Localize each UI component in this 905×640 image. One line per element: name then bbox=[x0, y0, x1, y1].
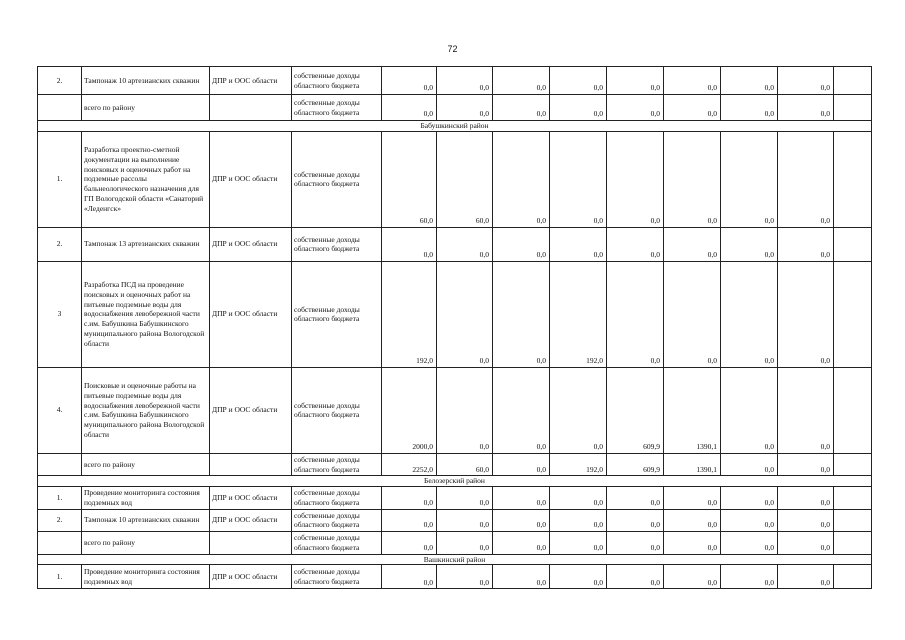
value-cell: 1390,1 bbox=[664, 367, 721, 453]
value-cell: 0,0 bbox=[550, 95, 607, 121]
funding-source-cell: собственные доходы областного бюджета bbox=[292, 131, 382, 227]
value-cell: 0,0 bbox=[437, 487, 493, 510]
value-cell: 0,0 bbox=[778, 453, 834, 476]
funding-source-cell: собственные доходы областного бюджета bbox=[292, 367, 382, 453]
empty-cell bbox=[834, 67, 872, 95]
measure-name-cell: всего по району bbox=[82, 453, 210, 476]
funding-source-cell: собственные доходы областного бюджета bbox=[292, 565, 382, 589]
section-title: Бабушкинский район bbox=[38, 121, 872, 132]
empty-cell bbox=[834, 509, 872, 532]
empty-cell bbox=[834, 131, 872, 227]
value-cell: 0,0 bbox=[493, 509, 550, 532]
value-cell: 0,0 bbox=[607, 565, 664, 589]
funding-source-cell: собственные доходы областного бюджета bbox=[292, 227, 382, 261]
value-cell: 60,0 bbox=[437, 453, 493, 476]
value-cell: 0,0 bbox=[382, 95, 437, 121]
table-row bbox=[38, 367, 872, 453]
section-row bbox=[38, 554, 872, 565]
row-number-cell: 2. bbox=[38, 67, 82, 95]
value-cell: 0,0 bbox=[382, 532, 437, 555]
value-cell: 0,0 bbox=[721, 565, 778, 589]
value-cell: 0,0 bbox=[493, 67, 550, 95]
value-cell: 0,0 bbox=[550, 227, 607, 261]
value-cell: 0,0 bbox=[493, 367, 550, 453]
table-row bbox=[38, 453, 872, 476]
value-cell: 0,0 bbox=[778, 565, 834, 589]
responsible-cell: ДПР и ООС области bbox=[210, 487, 292, 510]
value-cell: 60,0 bbox=[382, 131, 437, 227]
value-cell: 0,0 bbox=[721, 509, 778, 532]
measure-name-cell: всего по району bbox=[82, 532, 210, 555]
value-cell: 609,9 bbox=[607, 367, 664, 453]
row-number-cell: 2. bbox=[38, 509, 82, 532]
value-cell: 0,0 bbox=[437, 532, 493, 555]
value-cell: 0,0 bbox=[721, 487, 778, 510]
empty-cell bbox=[834, 95, 872, 121]
row-number-cell: 4. bbox=[38, 367, 82, 453]
value-cell: 0,0 bbox=[550, 509, 607, 532]
value-cell: 0,0 bbox=[493, 453, 550, 476]
funding-source-cell: собственные доходы областного бюджета bbox=[292, 95, 382, 121]
value-cell: 0,0 bbox=[493, 227, 550, 261]
table-row bbox=[38, 565, 872, 589]
funding-source-cell: собственные доходы областного бюджета bbox=[292, 509, 382, 532]
row-number-cell: 1. bbox=[38, 565, 82, 589]
responsible-cell: ДПР и ООС области bbox=[210, 227, 292, 261]
value-cell: 0,0 bbox=[607, 509, 664, 532]
table-row bbox=[38, 131, 872, 227]
value-cell: 0,0 bbox=[607, 131, 664, 227]
value-cell: 0,0 bbox=[607, 532, 664, 555]
value-cell: 0,0 bbox=[437, 565, 493, 589]
measure-name-cell: Тампонаж 13 артезианских скважин bbox=[82, 227, 210, 261]
value-cell: 0,0 bbox=[550, 532, 607, 555]
responsible-cell bbox=[210, 532, 292, 555]
measure-name-cell: Проведение мониторинга состояния подземных вод bbox=[82, 487, 210, 510]
section-row bbox=[38, 121, 872, 132]
value-cell: 0,0 bbox=[382, 487, 437, 510]
value-cell: 0,0 bbox=[721, 95, 778, 121]
value-cell: 2000,0 bbox=[382, 367, 437, 453]
section-row bbox=[38, 476, 872, 487]
funding-source-cell: собственные доходы областного бюджета bbox=[292, 532, 382, 555]
table-row bbox=[38, 487, 872, 510]
row-number-cell bbox=[38, 532, 82, 555]
value-cell: 0,0 bbox=[664, 487, 721, 510]
value-cell: 0,0 bbox=[382, 227, 437, 261]
value-cell: 0,0 bbox=[664, 67, 721, 95]
measure-name-cell: Поисковые и оценочные работы на питьевые подземные воды для водоснабжения левобережной части с.им. Бабушкина Бабушкинского муниципального района Вологодской области bbox=[82, 367, 210, 453]
value-cell: 0,0 bbox=[437, 67, 493, 95]
value-cell: 0,0 bbox=[550, 131, 607, 227]
value-cell: 0,0 bbox=[550, 487, 607, 510]
value-cell: 0,0 bbox=[607, 95, 664, 121]
value-cell: 0,0 bbox=[493, 565, 550, 589]
row-number-cell: 1. bbox=[38, 487, 82, 510]
section-title: Вашкинский район bbox=[38, 554, 872, 565]
responsible-cell: ДПР и ООС области bbox=[210, 67, 292, 95]
empty-cell bbox=[834, 532, 872, 555]
empty-cell bbox=[834, 261, 872, 367]
value-cell: 0,0 bbox=[437, 227, 493, 261]
measure-name-cell: Тампонаж 10 артезианских скважин bbox=[82, 509, 210, 532]
value-cell: 0,0 bbox=[664, 95, 721, 121]
value-cell: 0,0 bbox=[721, 367, 778, 453]
row-number-cell: 1. bbox=[38, 131, 82, 227]
value-cell: 0,0 bbox=[778, 67, 834, 95]
row-number-cell: 3 bbox=[38, 261, 82, 367]
value-cell: 0,0 bbox=[664, 565, 721, 589]
empty-cell bbox=[834, 453, 872, 476]
table-row bbox=[38, 509, 872, 532]
responsible-cell: ДПР и ООС области bbox=[210, 509, 292, 532]
value-cell: 0,0 bbox=[382, 509, 437, 532]
responsible-cell: ДПР и ООС области bbox=[210, 131, 292, 227]
table-row bbox=[38, 95, 872, 121]
responsible-cell: ДПР и ООС области bbox=[210, 261, 292, 367]
empty-cell bbox=[834, 565, 872, 589]
value-cell: 0,0 bbox=[778, 509, 834, 532]
value-cell: 1390,1 bbox=[664, 453, 721, 476]
value-cell: 0,0 bbox=[382, 67, 437, 95]
value-cell: 0,0 bbox=[382, 565, 437, 589]
row-number-cell bbox=[38, 453, 82, 476]
value-cell: 0,0 bbox=[493, 131, 550, 227]
table-row bbox=[38, 532, 872, 555]
value-cell: 0,0 bbox=[437, 367, 493, 453]
value-cell: 0,0 bbox=[607, 67, 664, 95]
value-cell: 609,9 bbox=[607, 453, 664, 476]
value-cell: 0,0 bbox=[721, 532, 778, 555]
table-row bbox=[38, 227, 872, 261]
funding-source-cell: собственные доходы областного бюджета bbox=[292, 453, 382, 476]
value-cell: 0,0 bbox=[778, 131, 834, 227]
empty-cell bbox=[834, 227, 872, 261]
value-cell: 192,0 bbox=[382, 261, 437, 367]
value-cell: 0,0 bbox=[664, 261, 721, 367]
value-cell: 0,0 bbox=[437, 95, 493, 121]
value-cell: 2252,0 bbox=[382, 453, 437, 476]
value-cell: 0,0 bbox=[493, 261, 550, 367]
funding-source-cell: собственные доходы областного бюджета bbox=[292, 67, 382, 95]
measure-name-cell: Тампонаж 10 артезианских скважин bbox=[82, 67, 210, 95]
table-row bbox=[38, 67, 872, 95]
page-number: 72 bbox=[447, 44, 458, 54]
value-cell: 0,0 bbox=[778, 95, 834, 121]
table-row bbox=[38, 261, 872, 367]
value-cell: 0,0 bbox=[778, 261, 834, 367]
value-cell: 0,0 bbox=[493, 487, 550, 510]
measure-name-cell: Разработка ПСД на проведение поисковых и оценочных работ на питьевые подземные воды для водоснабжения левобережной части с.им. Бабушкина Бабушкинского муниципального района Вологодской области bbox=[82, 261, 210, 367]
value-cell: 192,0 bbox=[550, 453, 607, 476]
row-number-cell: 2. bbox=[38, 227, 82, 261]
value-cell: 0,0 bbox=[664, 509, 721, 532]
value-cell: 0,0 bbox=[721, 227, 778, 261]
row-number-cell bbox=[38, 95, 82, 121]
value-cell: 0,0 bbox=[721, 67, 778, 95]
value-cell: 60,0 bbox=[437, 131, 493, 227]
value-cell: 0,0 bbox=[607, 227, 664, 261]
value-cell: 0,0 bbox=[778, 487, 834, 510]
value-cell: 192,0 bbox=[550, 261, 607, 367]
value-cell: 0,0 bbox=[778, 367, 834, 453]
measure-name-cell: всего по району bbox=[82, 95, 210, 121]
responsible-cell: ДПР и ООС области bbox=[210, 565, 292, 589]
empty-cell bbox=[834, 367, 872, 453]
value-cell: 0,0 bbox=[778, 227, 834, 261]
value-cell: 0,0 bbox=[664, 131, 721, 227]
value-cell: 0,0 bbox=[550, 565, 607, 589]
responsible-cell: ДПР и ООС области bbox=[210, 367, 292, 453]
value-cell: 0,0 bbox=[721, 131, 778, 227]
value-cell: 0,0 bbox=[778, 532, 834, 555]
value-cell: 0,0 bbox=[607, 487, 664, 510]
empty-cell bbox=[834, 487, 872, 510]
value-cell: 0,0 bbox=[437, 261, 493, 367]
value-cell: 0,0 bbox=[493, 532, 550, 555]
funding-source-cell: собственные доходы областного бюджета bbox=[292, 487, 382, 510]
value-cell: 0,0 bbox=[721, 453, 778, 476]
value-cell: 0,0 bbox=[607, 261, 664, 367]
measure-name-cell: Разработка проектно-сметной документации на выполнение поисковых и оценочных работ на подземные рассолы бальнеологического назначения для ГП Вологодской области «Санаторий «Леденгск» bbox=[82, 131, 210, 227]
responsible-cell bbox=[210, 95, 292, 121]
budget-table bbox=[37, 66, 872, 589]
section-title: Белозерский район bbox=[38, 476, 872, 487]
value-cell: 0,0 bbox=[664, 227, 721, 261]
value-cell: 0,0 bbox=[550, 67, 607, 95]
value-cell: 0,0 bbox=[493, 95, 550, 121]
value-cell: 0,0 bbox=[437, 509, 493, 532]
value-cell: 0,0 bbox=[664, 532, 721, 555]
value-cell: 0,0 bbox=[721, 261, 778, 367]
responsible-cell bbox=[210, 453, 292, 476]
value-cell: 0,0 bbox=[550, 367, 607, 453]
funding-source-cell: собственные доходы областного бюджета bbox=[292, 261, 382, 367]
measure-name-cell: Проведение мониторинга состояния подземных вод bbox=[82, 565, 210, 589]
